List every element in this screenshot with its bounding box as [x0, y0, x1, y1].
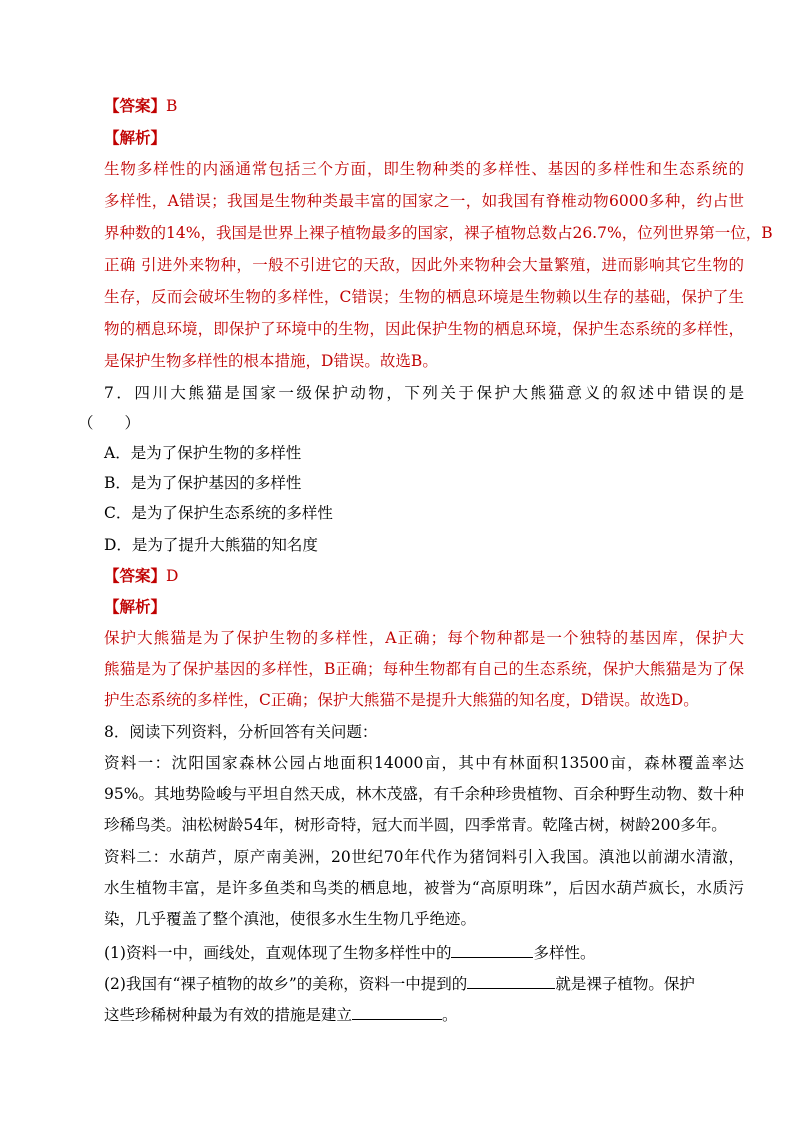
q8-material1-line: 珍稀鸟类。油松树龄54年，树形奇特，冠大而半圆，四季常青。乾隆古树，树龄200多年。: [104, 816, 727, 834]
q8-sub2-tail: 就是裸子植物。保护: [555, 975, 695, 993]
q7-stem-paren: （ ）: [78, 414, 141, 432]
q7-analysis-line: 保护大熊猫是为了保护生物的多样性，A正确；每个物种都是一个独特的基因库，保护大: [104, 629, 744, 647]
q7-answer: [104, 566, 178, 586]
q6-analysis-line: 生存，反而会破坏生物的多样性，C错误；生物的栖息环境是生物赖以生存的基础，保护了生: [104, 288, 744, 306]
q8-material2-line: 水生植物丰富，是许多鱼类和鸟类的栖息地，被誉为“高原明珠”，后因水葫芦疯长，水质污: [104, 879, 744, 897]
answer-blank[interactable]: [467, 972, 555, 989]
q7-option-c: C．是为了保护生态系统的多样性: [104, 504, 333, 522]
answer-blank[interactable]: [451, 941, 533, 958]
q7-analysis-line: 熊猫是为了保护基因的多样性，B正确；每种生物都有自己的生态系统，保护大熊猫是为了保: [104, 660, 744, 678]
q8-sub2-line1: [104, 972, 744, 994]
q7-option-d: D．是为了提升大熊猫的知名度: [104, 536, 318, 554]
q6-analysis-line: 多样性，A错误；我国是生物种类最丰富的国家之一，如我国有脊椎动物6000多种，约占世: [104, 192, 744, 210]
q8-material2-line: 资料二：水葫芦，原产南美洲，20世纪70年代作为猪饲料引入我国。滇池以前湖水清澈，: [104, 848, 744, 866]
analysis-label: 【解析】: [104, 597, 167, 616]
answer-label: 【答案】: [104, 96, 167, 115]
q8-sub2-text: (2)我国有“裸子植物的故乡”的美称，资料一中提到的: [104, 975, 468, 993]
q6-analysis-line: 界种数的14%，我国是世界上裸子植物最多的国家，裸子植物总数占26.7%，位列世界第一位，B: [104, 224, 773, 242]
q8-sub1-text: (1)资料一中，画线处，直观体现了生物多样性中的: [104, 944, 452, 962]
q6-analysis-line: 正确 引进外来物种，一般不引进它的天敌，因此外来物种会大量繁殖，进而影响其它生物的: [104, 256, 744, 274]
answer-blank[interactable]: [352, 1003, 442, 1020]
q7-option-a: A．是为了保护生物的多样性: [104, 444, 302, 462]
q6-analysis-line: 生物多样性的内涵通常包括三个方面，即生物种类的多样性、基因的多样性和生态系统的: [104, 160, 744, 178]
q8-sub1: [104, 941, 744, 963]
q8-material1-line: 资料一：沈阳国家森林公园占地面积14000亩，其中有林面积13500亩，森林覆盖率达: [104, 754, 744, 772]
q6-answer: [104, 96, 177, 116]
q7-analysis-line: 护生态系统的多样性，C正确；保护大熊猫不是提升大熊猫的知名度，D错误。故选D。: [104, 691, 699, 709]
answer-label: 【答案】: [104, 566, 167, 585]
answer-value: D: [166, 567, 179, 585]
q8-stem: 8．阅读下列资料，分析回答有关问题：: [104, 723, 378, 741]
q6-analysis-line: 物的栖息环境，即保护了环境中的生物，因此保护生物的栖息环境，保护生态系统的多样性，: [104, 320, 744, 338]
analysis-label: 【解析】: [104, 128, 167, 147]
q7-analysis-label: [104, 597, 166, 617]
q8-sub1-tail: 多样性。: [533, 944, 596, 962]
q8-sub2-line2: [104, 1003, 744, 1025]
q8-sub2-text: 这些珍稀树种最为有效的措施是建立: [104, 1006, 353, 1024]
q7-stem: 7．四川大熊猫是国家一级保护动物，下列关于保护大熊猫意义的叙述中错误的是: [104, 384, 744, 402]
q8-sub2-tail: 。: [442, 1006, 458, 1024]
q8-material1-line: 95%。其地势险峻与平坦自然天成，林木茂盛，有千余种珍贵植物、百余种野生动物、数十种: [104, 785, 744, 803]
q8-material2-line: 染，几乎覆盖了整个滇池，使很多水生生物几乎绝迹。: [104, 910, 477, 928]
q7-option-b: B．是为了保护基因的多样性: [104, 474, 302, 492]
answer-value: B: [166, 97, 178, 115]
q6-analysis-line: 是保护生物多样性的根本措施，D错误。故选B。: [104, 352, 438, 370]
q6-analysis-label: [104, 128, 166, 148]
